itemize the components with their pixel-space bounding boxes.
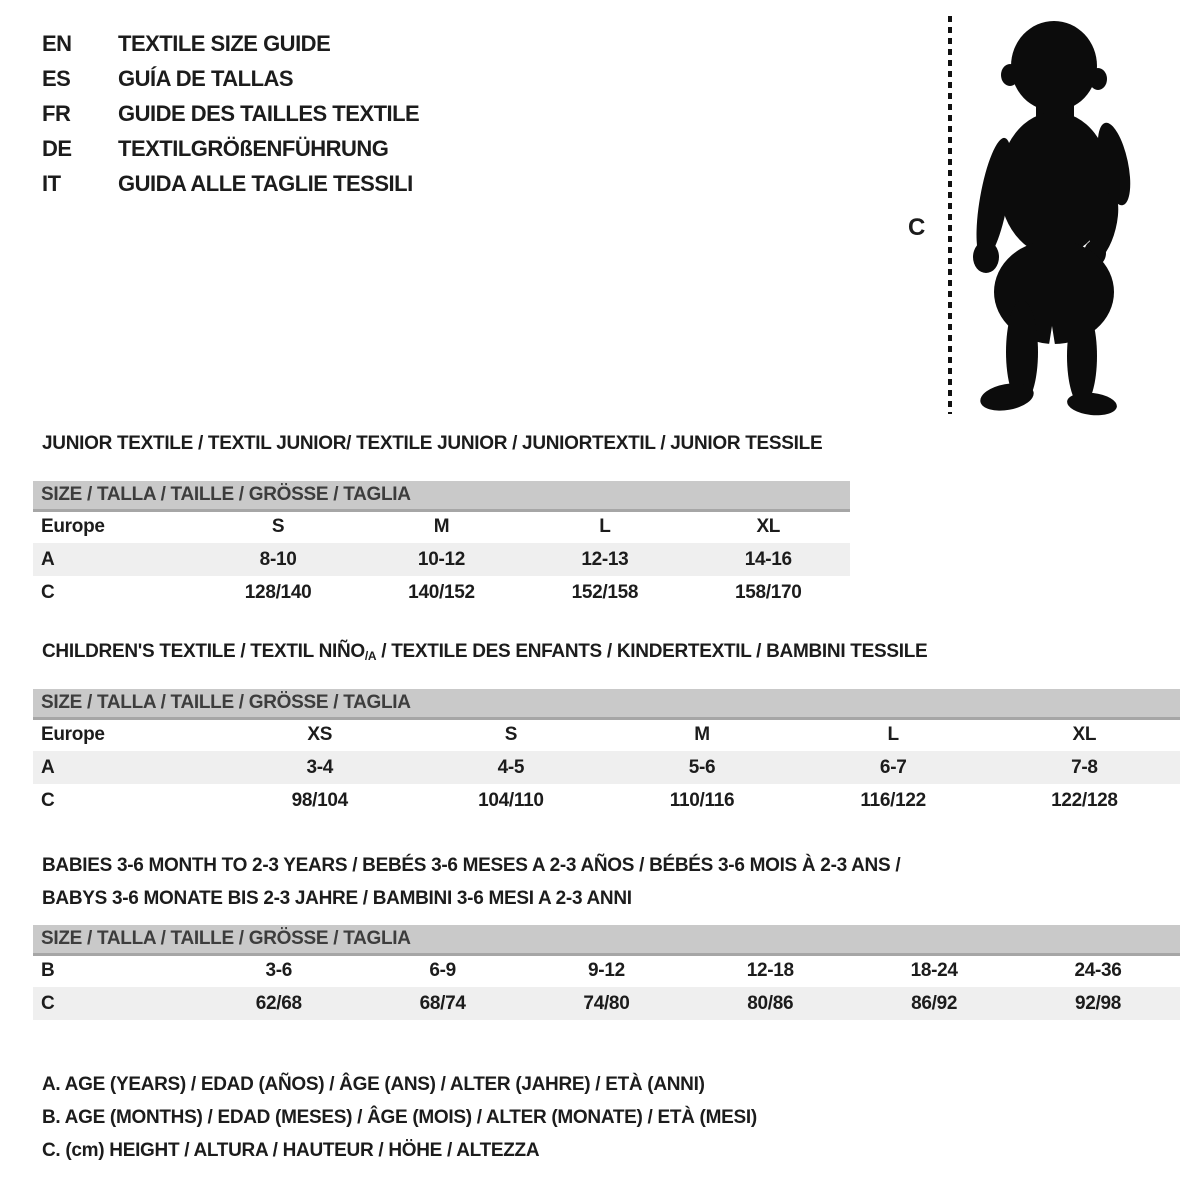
table-cell: 6-9: [429, 960, 456, 982]
row-label: B: [41, 960, 55, 982]
language-code: DE: [42, 136, 72, 161]
table-cell: 110/116: [669, 789, 735, 811]
legend-line-b: B. AGE (MONTHS) / EDAD (MESES) / ÂGE (MOIS) / ALTER (MONATE) / ETÀ (MESI): [42, 1107, 757, 1128]
children-size-table: [33, 689, 1180, 817]
table-header-row: [33, 925, 1180, 954]
table-cell: 98/104: [291, 789, 348, 811]
table-cell: 12-13: [581, 548, 629, 570]
children-title-text: / TEXTILE DES ENFANTS / KINDERTEXTIL / BAMBINI TESSILE: [376, 641, 928, 662]
language-row-en: [42, 26, 419, 61]
table-row: [33, 954, 1180, 987]
table-cell: XL: [1072, 724, 1097, 746]
legend-line-c: C. (cm) HEIGHT / ALTURA / HAUTEUR / HÖHE / ALTEZZA: [42, 1140, 540, 1161]
legend-line-a: A. AGE (YEARS) / EDAD (AÑOS) / ÂGE (ANS) / ALTER (JAHRE) / ETÀ (ANNI): [42, 1074, 705, 1095]
table-cell: 3-6: [265, 960, 293, 982]
table-row: [33, 987, 1180, 1020]
language-code: IT: [42, 171, 61, 196]
table-header-row: [33, 689, 1180, 718]
table-cell: 116/122: [860, 789, 926, 811]
row-label: A: [41, 756, 55, 778]
table-row: [33, 751, 1180, 784]
table-cell: 24-36: [1074, 960, 1122, 982]
table-cell: XS: [307, 724, 333, 746]
children-title-subscript: /A: [364, 649, 377, 663]
table-cell: 9-12: [588, 960, 625, 982]
babies-title-line1: BABIES 3-6 MONTH TO 2-3 YEARS / BEBÉS 3-6 MESES A 2-3 AÑOS / BÉBÉS 3-6 MOIS À 2-3 ANS /: [42, 855, 901, 876]
table-cell: XL: [756, 516, 781, 538]
table-cell: 104/110: [478, 789, 544, 811]
language-list: [42, 26, 419, 201]
table-cell: 122/128: [1051, 789, 1118, 811]
table-cell: 8-10: [259, 548, 297, 570]
height-dashed-line: [948, 16, 952, 414]
table-cell: 14-16: [744, 548, 792, 570]
table-cell: 6-7: [879, 756, 907, 778]
language-title: GUIDA ALLE TAGLIE TESSILI: [118, 171, 413, 196]
babies-section-title: [42, 849, 900, 915]
babies-title-line2: BABYS 3-6 MONATE BIS 2-3 JAHRE / BAMBINI 3-6 MESI A 2-3 ANNI: [42, 888, 632, 909]
table-cell: 140/152: [408, 581, 475, 603]
toddler-silhouette-icon: [962, 12, 1142, 416]
table-cell: 18-24: [910, 960, 958, 982]
row-label: C: [41, 789, 55, 811]
table-cell: S: [271, 516, 285, 538]
table-cell: 74/80: [583, 992, 630, 1014]
table-row: [33, 510, 850, 543]
table-cell: 3-4: [306, 756, 334, 778]
table-cell: M: [433, 516, 450, 538]
size-header-bar: SIZE / TALLA / TAILLE / GRÖSSE / TAGLIA: [33, 925, 1180, 954]
table-cell: 10-12: [417, 548, 466, 570]
row-label: C: [41, 992, 55, 1014]
table-header-row: [33, 481, 850, 510]
language-code: ES: [42, 66, 71, 91]
table-cell: S: [504, 724, 518, 746]
row-label: Europe: [41, 724, 105, 746]
language-code: FR: [42, 101, 71, 126]
language-code: EN: [42, 31, 72, 56]
junior-size-table: [33, 481, 850, 609]
table-row: [33, 576, 850, 609]
table-cell: 68/74: [419, 992, 466, 1014]
size-header-bar: SIZE / TALLA / TAILLE / GRÖSSE / TAGLIA: [33, 481, 850, 510]
row-label: A: [41, 548, 55, 570]
table-cell: 7-8: [1071, 756, 1098, 778]
language-row-de: [42, 131, 419, 166]
language-title: TEXTILGRÖßENFÜHRUNG: [118, 136, 389, 161]
children-title-text: CHILDREN'S TEXTILE / TEXTIL NIÑO: [42, 641, 365, 662]
table-cell: L: [887, 724, 899, 746]
language-row-fr: [42, 96, 419, 131]
table-cell: 158/170: [734, 581, 802, 603]
table-row: [33, 718, 1180, 751]
table-cell: 12-18: [746, 960, 794, 982]
table-cell: 5-6: [688, 756, 716, 778]
table-cell: 86/92: [911, 992, 958, 1014]
table-cell: 128/140: [244, 581, 312, 603]
table-row: [33, 784, 1180, 817]
language-title: GUÍA DE TALLAS: [118, 66, 294, 91]
language-title: GUIDE DES TAILLES TEXTILE: [118, 101, 420, 126]
language-title: TEXTILE SIZE GUIDE: [118, 31, 331, 56]
table-cell: M: [694, 724, 710, 746]
measurement-legend: [42, 1068, 757, 1167]
table-cell: 152/158: [571, 581, 639, 603]
babies-size-table: [33, 925, 1180, 1020]
size-header-bar: SIZE / TALLA / TAILLE / GRÖSSE / TAGLIA: [33, 689, 1180, 718]
height-measure-label: C: [908, 214, 926, 241]
table-cell: 80/86: [747, 992, 794, 1014]
table-cell: 4-5: [497, 756, 525, 778]
table-cell: 62/68: [255, 992, 302, 1014]
junior-section-title: JUNIOR TEXTILE / TEXTIL JUNIOR/ TEXTILE JUNIOR / JUNIORTEXTIL / JUNIOR TESSILE: [42, 433, 823, 454]
table-cell: L: [599, 516, 611, 538]
row-label: C: [41, 581, 55, 603]
table-cell: 92/98: [1075, 992, 1122, 1014]
children-section-title: [42, 641, 927, 663]
language-row-it: [42, 166, 419, 201]
language-row-es: [42, 61, 419, 96]
table-row: [33, 543, 850, 576]
row-label: Europe: [41, 516, 105, 538]
